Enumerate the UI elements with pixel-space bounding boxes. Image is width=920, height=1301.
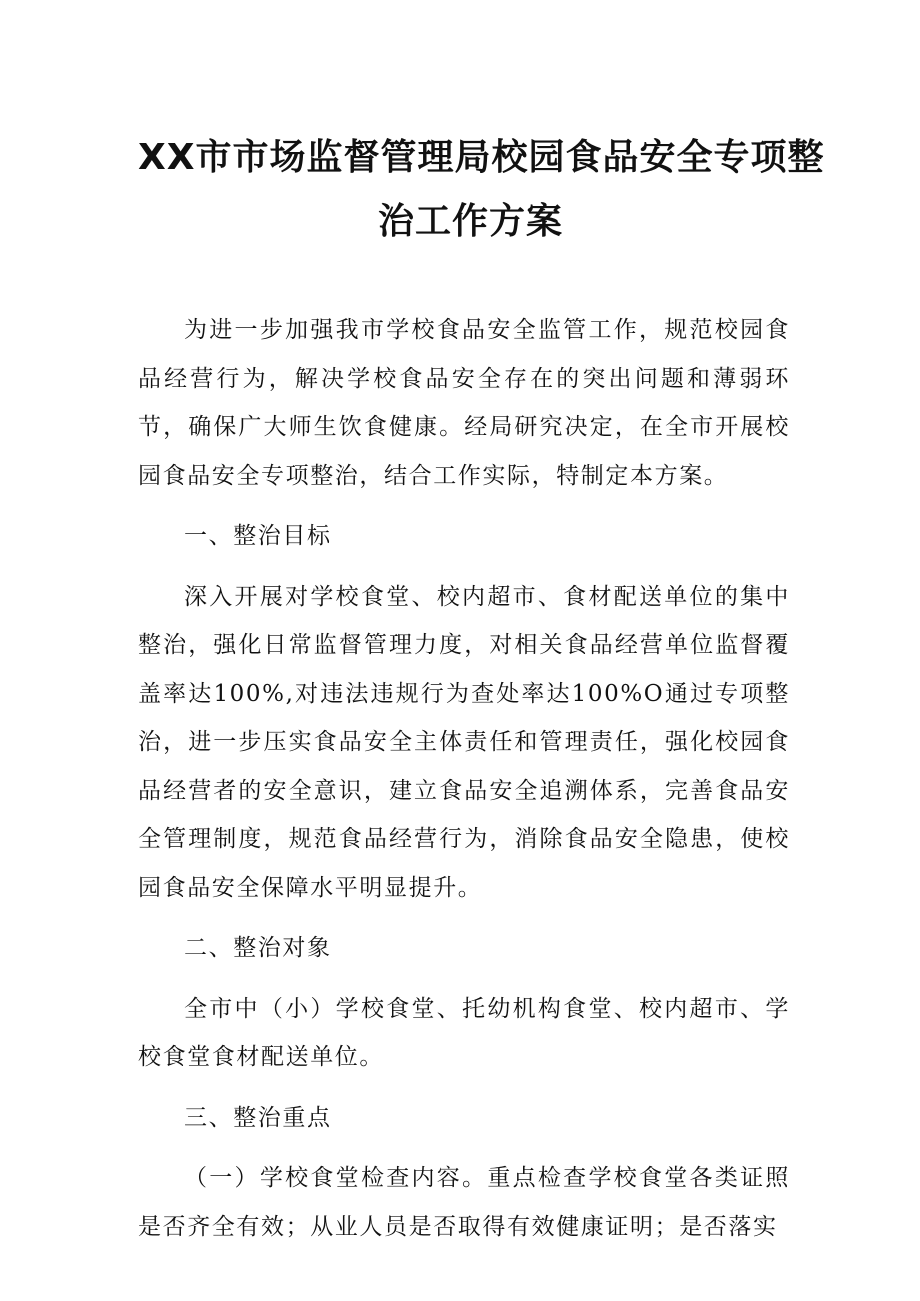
document-body	[138, 306, 790, 1251]
document-title	[138, 126, 825, 254]
section-heading-targets: 二、整治对象	[184, 935, 332, 961]
section-content-goals: 深入开展对学校食堂、校内超市、食材配送单位的集中整治，强化日常监督管理力度，对相关食品经营单位监督覆盖率达100%,对违法违规行为查处率达100%O通过专项整治，进一步压实食品安全主体责任和管理责任，强化校园食品经营者的安全意识，建立食品安全追溯体系，完善食品安全管理制度，规范食品经营行为，消除食品安全隐患，使校园食品安全保障水平明显提升。	[138, 583, 790, 901]
section-content-focus: （一）学校食堂检查内容。重点检查学校食堂各类证照是否齐全有效；从业人员是否取得有效健康证明；是否落实	[138, 1165, 790, 1240]
section-content-targets: 全市中（小）学校食堂、托幼机构食堂、校内超市、学校食堂食材配送单位。	[138, 995, 790, 1070]
intro-paragraph: 为进一步加强我市学校食品安全监管工作，规范校园食品经营行为，解决学校食品安全存在的突出问题和薄弱环节，确保广大师生饮食健康。经局研究决定，在全市开展校园食品安全专项整治，结合工作实际，特制定本方案。	[138, 317, 790, 489]
section-heading-goals: 一、整治目标	[184, 523, 332, 549]
title-line-2: 治工作方案	[378, 201, 564, 242]
section-heading-focus: 三、整治重点	[184, 1104, 332, 1131]
title-line-1: XX市市场监督管理局校园食品安全专项整	[138, 137, 825, 178]
